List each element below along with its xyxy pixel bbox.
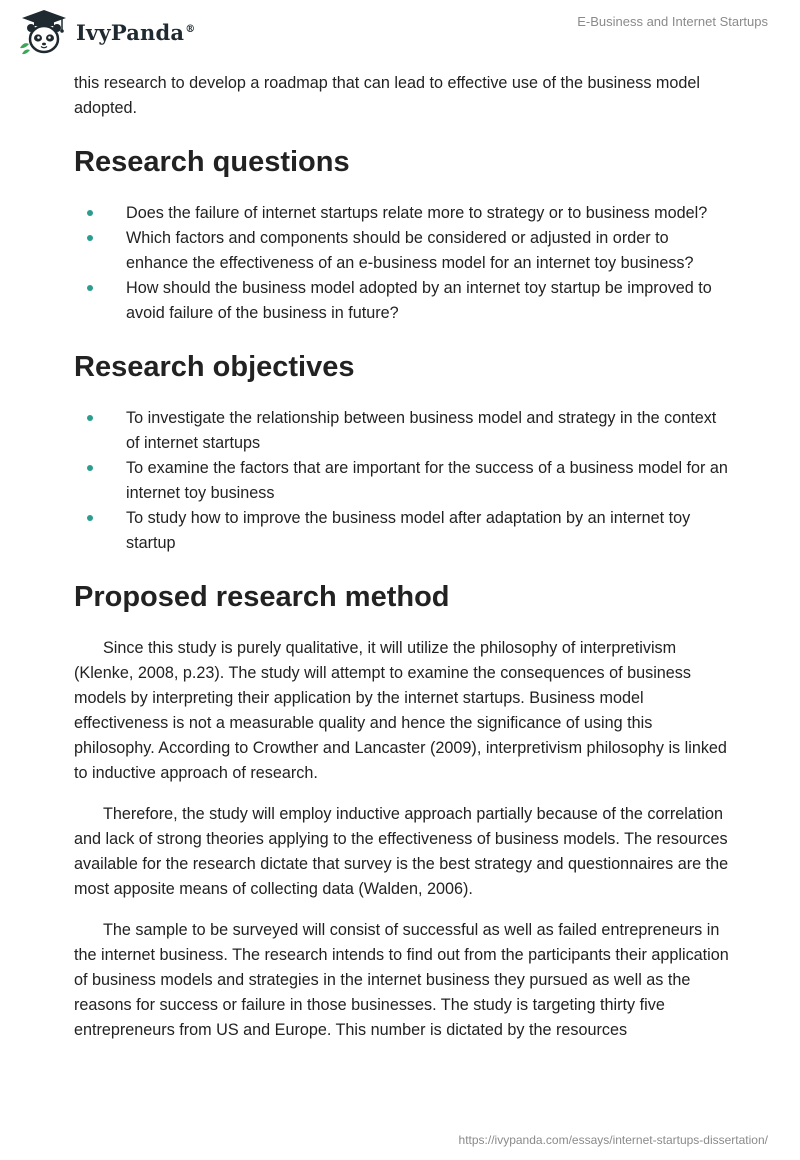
- bullet-icon: [87, 210, 93, 216]
- research-method-heading: Proposed research method: [74, 581, 450, 613]
- research-questions-list: [74, 201, 734, 326]
- logo-text: IvyPanda: [76, 19, 185, 45]
- document-title: E-Business and Internet Startups: [577, 14, 768, 29]
- panda-logo-icon: [16, 8, 72, 56]
- research-objectives-list: [74, 406, 734, 556]
- ivypanda-logo[interactable]: [16, 8, 195, 56]
- source-url-link[interactable]: https://ivypanda.com/essays/internet-startups-dissertation/: [458, 1133, 768, 1147]
- bullet-icon: [87, 415, 93, 421]
- list-item: Does the failure of internet startups relate more to strategy or to business model?: [74, 201, 734, 226]
- research-objectives-heading: Research objectives: [74, 351, 355, 383]
- list-item: Which factors and components should be considered or adjusted in order to enhance the effectiveness of an e-business model for an internet toy business?: [74, 226, 734, 276]
- bullet-icon: [87, 465, 93, 471]
- essay-content: [74, 71, 734, 1059]
- research-questions-heading: Research questions: [74, 146, 350, 178]
- bullet-icon: [87, 285, 93, 291]
- list-item: How should the business model adopted by an internet toy startup be improved to avoid failure of the business in future?: [74, 276, 734, 326]
- method-paragraph: Since this study is purely qualitative, it will utilize the philosophy of interpretivism (Klenke, 2008, p.23). The study will attempt to examine the consequences of business models by interpreting their application by the internet startups. Business model effectiveness is not a measurable quality and hence the significance of using this philosophy. According to Crowther and Lancaster (2009), interpretivism philosophy is linked to inductive approach of research.: [74, 639, 727, 782]
- list-item: To investigate the relationship between business model and strategy in the context of internet startups: [74, 406, 734, 456]
- list-item: To study how to improve the business model after adaptation by an internet toy startup: [74, 506, 734, 556]
- registered-mark: ®: [185, 23, 196, 35]
- method-paragraph: Therefore, the study will employ inductive approach partially because of the correlation and lack of strong theories applying to the effectiveness of business models. The resources available for the research dictate that survey is the best strategy and questionnaires are the most apposite means of collecting data (Walden, 2006).: [74, 805, 729, 898]
- list-item: To examine the factors that are important for the success of a business model for an internet toy business: [74, 456, 734, 506]
- bullet-icon: [87, 515, 93, 521]
- intro-paragraph: this research to develop a roadmap that can lead to effective use of the business model adopted.: [74, 74, 701, 117]
- method-paragraph: The sample to be surveyed will consist of successful as well as failed entrepreneurs in the internet business. The research intends to find out from the participants their application of business models and strategies in the internet business they pursued as well as the reasons for success or failure in those businesses. The study is targeting thirty five entrepreneurs from US and Europe. This number is dictated by the resources: [74, 921, 729, 1039]
- bullet-icon: [87, 235, 93, 241]
- page-header: [0, 0, 800, 70]
